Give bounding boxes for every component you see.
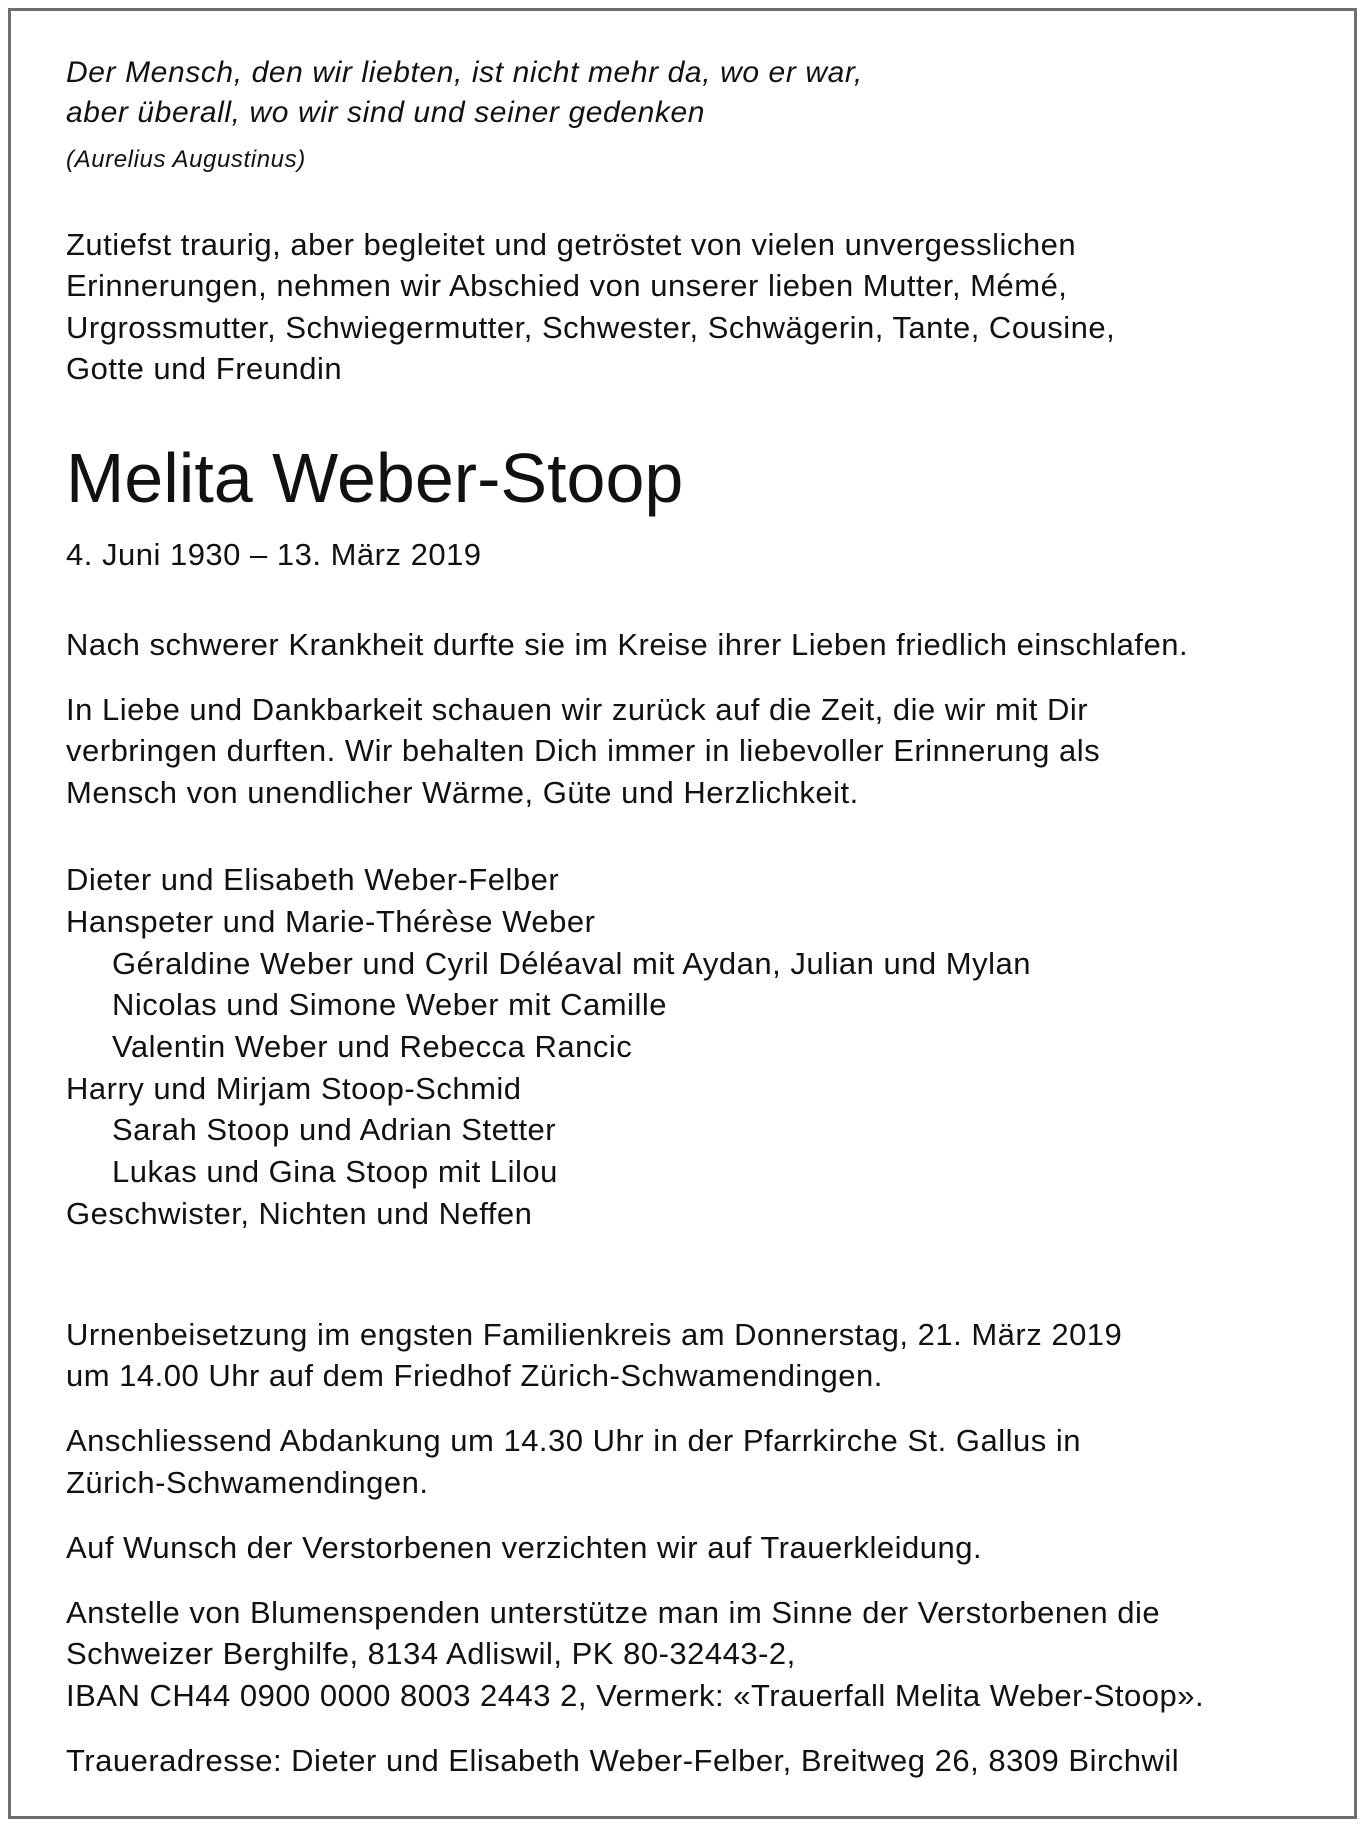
quote-author: (Aurelius Augustinus) bbox=[66, 146, 306, 173]
message-sentence: Nach schwerer Krankheit durfte sie im Kreise ihrer Lieben friedlich einschlafen. bbox=[66, 627, 1189, 662]
mourning-address: Traueradresse: Dieter und Elisabeth Weber-Felber, Breitweg 26, 8309 Birchwil bbox=[66, 1743, 1180, 1778]
intro-line: Zutiefst traurig, aber begleitet und getröstet von vielen unvergesslichen bbox=[66, 227, 1077, 262]
message-line: In Liebe und Dankbarkeit schauen wir zurück auf die Zeit, die wir mit Dir bbox=[66, 692, 1089, 727]
deceased-name: Melita Weber-Stoop bbox=[66, 439, 684, 517]
burial-line: um 14.00 Uhr auf dem Friedhof Zürich-Schwamendingen. bbox=[66, 1358, 883, 1393]
service-line: Anschliessend Abdankung um 14.30 Uhr in der Pfarrkirche St. Gallus in bbox=[66, 1423, 1081, 1458]
quote-line: aber überall, wo wir sind und seiner gedenken bbox=[66, 96, 706, 129]
mourner-entry: Geschwister, Nichten und Neffen bbox=[66, 1196, 533, 1231]
mourner-entry: Nicolas und Simone Weber mit Camille bbox=[112, 987, 667, 1022]
mourner-entry: Harry und Mirjam Stoop-Schmid bbox=[66, 1071, 522, 1106]
intro-line: Gotte und Freundin bbox=[66, 351, 343, 386]
burial-line: Urnenbeisetzung im engsten Familienkreis am Donnerstag, 21. März 2019 bbox=[66, 1317, 1123, 1352]
intro-line: Urgrossmutter, Schwiegermutter, Schwester, Schwägerin, Tante, Cousine, bbox=[66, 310, 1116, 345]
service-line: Zürich-Schwamendingen. bbox=[66, 1465, 429, 1500]
quote-line: Der Mensch, den wir liebten, ist nicht mehr da, wo er war, bbox=[66, 56, 863, 89]
donation-line: Anstelle von Blumenspenden unterstütze man im Sinne der Verstorbenen die bbox=[66, 1595, 1161, 1630]
donation-line: Schweizer Berghilfe, 8134 Adliswil, PK 80-32443-2, bbox=[66, 1636, 796, 1671]
message-line: verbringen durften. Wir behalten Dich immer in liebevoller Erinnerung als bbox=[66, 733, 1101, 768]
attire-note: Auf Wunsch der Verstorbenen verzichten wir auf Trauerkleidung. bbox=[66, 1530, 983, 1565]
life-dates: 4. Juni 1930 – 13. März 2019 bbox=[66, 537, 482, 572]
donation-line: IBAN CH44 0900 0000 8003 2443 2, Vermerk: «Trauerfall Melita Weber-Stoop». bbox=[66, 1678, 1205, 1713]
mourner-entry: Dieter und Elisabeth Weber-Felber bbox=[66, 862, 560, 897]
mourner-entry: Sarah Stoop und Adrian Stetter bbox=[112, 1112, 557, 1147]
intro-line: Erinnerungen, nehmen wir Abschied von unserer lieben Mutter, Mémé, bbox=[66, 268, 1068, 303]
mourner-entry: Lukas und Gina Stoop mit Lilou bbox=[112, 1154, 558, 1189]
mourner-entry: Valentin Weber und Rebecca Rancic bbox=[112, 1029, 633, 1064]
message-line: Mensch von unendlicher Wärme, Güte und Herzlichkeit. bbox=[66, 775, 859, 810]
mourner-entry: Géraldine Weber und Cyril Déléaval mit Aydan, Julian und Mylan bbox=[112, 946, 1031, 981]
mourner-entry: Hanspeter und Marie-Thérèse Weber bbox=[66, 904, 596, 939]
